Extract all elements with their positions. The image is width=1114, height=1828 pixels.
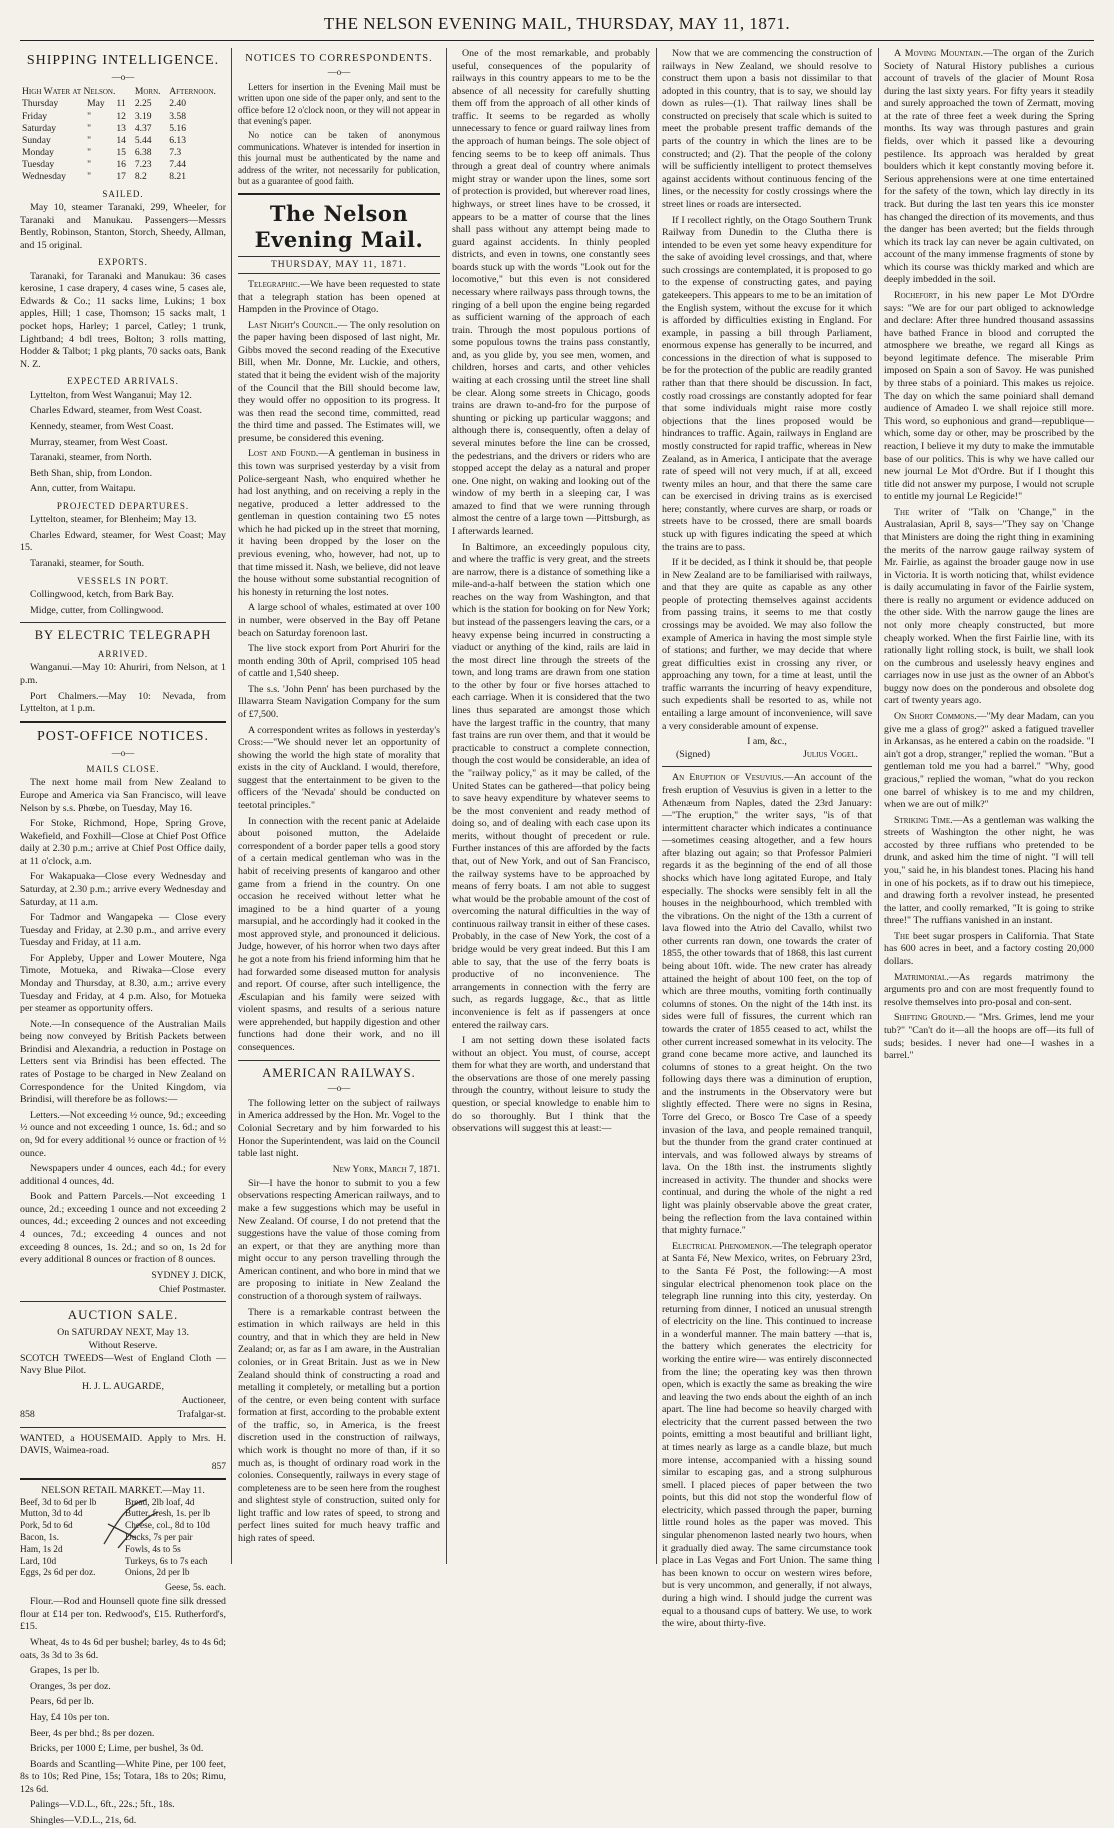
tide-cell: Friday	[22, 110, 48, 122]
ornament: —o—	[327, 1083, 351, 1094]
tide-row	[20, 98, 226, 110]
editorial-item: The s.s. 'John Penn' has been purchased by the Illawarra Steam Navigation Company for the sum of £7,500.	[238, 683, 440, 720]
market-para: Bricks, per 1000 £; Lime, per bushel, 3s 0d.	[30, 1743, 204, 1755]
editorial-lead: Telegraphic.	[248, 278, 301, 290]
paragraph-lead: Shifting Ground.	[894, 1012, 966, 1024]
railways-heading: AMERICAN RAILWAYS.	[262, 1065, 416, 1080]
telegraph-heading: BY ELECTRIC TELEGRAPH	[34, 628, 212, 643]
tide-cell: 8.21	[169, 171, 187, 183]
market-para: Grapes, 1s per lb.	[30, 1665, 100, 1677]
tide-cell: 16	[116, 159, 126, 171]
post-office-heading: POST-OFFICE NOTICES.	[37, 728, 209, 744]
telegraph-item: Wanganui.—May 10: Ahuriri, from Nelson, at 1 p.m.	[20, 662, 226, 686]
exports-text: Taranaki, for Taranaki and Manukau: 36 cases kerosine, 1 case drapery, 4 cases wine, 5 cases ale, Edwards & Co.; 11 sacks lime, Lukins; 1 box apples, Hill; 1 case, Thomson; 15 sacks malt, 1 pocket hops, Harley; 1 parcel, Catley; 1 trunk, Lightband; 4 bdl trees, Bolton; 3 rolls matting, Hodder & Talbot; 1 pkg plants, 70 sacks oats, Bank N. Z.	[20, 270, 226, 370]
tide-cell: 7.23	[134, 159, 152, 171]
paragraph-text: —As regards matrimony the arguments pro and con are most frequently found to resolve themselves into pro-posal and con-sent.	[884, 971, 1094, 1008]
column-divider	[878, 48, 879, 1564]
paragraph-item	[884, 507, 1094, 708]
paragraph-text: —As a gentleman was walking the streets of Washington the other night, he was accosted by three ruffians who pretended to be drunk, and asked him the time of night. "I will tell you," said he, in his blandest tones. Placing his hand in one of his pockets, as if to draw out his timepiece, and drawing forth a revolver instead, he presented the latter, and coolly remarked, "It is going to strike three!" The ruffians vanished in an instant.	[884, 814, 1094, 927]
column-divider	[231, 48, 232, 1564]
tide-cell: Monday	[22, 147, 54, 159]
wanted-ref: 857	[211, 1462, 226, 1473]
editorial-item	[238, 320, 440, 446]
section-rule	[238, 193, 440, 195]
auction-address: Trafalgar-st.	[177, 1409, 226, 1421]
list-item: Beth Shan, ship, from London.	[30, 467, 153, 479]
masthead-rule	[20, 40, 1094, 41]
railways-para: If I recollect rightly, on the Otago Southern Trunk Railway from Dunedin to the Clutha there is intended to be even yet some heavy expenditure for the sake of avoiding level crossings, and that, where such crossings are contemplated, it is proposed to go to the expense of constructing gates, and paying gatekeepers. This appears to me to be an imitation of the English system, without the excuse for it which is afforded by difficulties existing in England. For example, in passing a bill through Parliament, enormous expense has generally to be incurred, and concessions in the direction of what is supposed to be for the protection of the public are readily granted rather than that there should be discussion. In fact, costly road crossings are constantly adopted for fear that some individuals might raise more costly objections that the lines proposed would be hindrances to traffic. Again, railways in England are mostly constructed for rapid traffic, whereas in New Zealand, as in America, I anticipate that the average rate of speed will not very much, if at all, exceed twenty miles an hour, and that there the same care can be exercised in driving trains as is exercised here; constantly, where curves are sharp, or roads or streets have to be crossed, there are small boards stuck up with figures indicating the speed at which the trains are to pass.	[662, 214, 872, 553]
section-rule	[20, 1478, 226, 1480]
tide-cell: Saturday	[22, 122, 57, 134]
editorial-item: In connection with the recent panic at Adelaide about poisoned mutton, the Adelaide correspondent of a border paper tells a good story of a certain medical gentleman who was in the habit of receiving presents of kangaroo and other game from a friend in the country. On one occasion he received without letter what he imagined to be a hind quarter of a young marsupial, and he accordingly had it cooked in the most approved style, and pronounced it delicious. Judge, however, of his horror when two days after he got a note from his friend informing him that he had forwarded some diseased mutton for analysis and report. Of course, after such intelligence, the Æsculapian and his family were seized with violent spasms, and results of a serious nature were apprehended, but happily digestion and other functions had done their work, and no ill consequences.	[238, 815, 440, 1054]
masthead: THE NELSON EVENING MAIL, THURSDAY, MAY 11, 1871.	[323, 14, 791, 33]
market-item: Cheese, col., 8d to 10d	[125, 1521, 210, 1532]
post-office-para: For Appleby, Upper and Lower Moutere, Nga Timote, Motueka, and Riwaka—Close every Monday and Thursday, at 8.30, a.m.; arrive every Tuesday and Friday, at 4 p.m. Also, for Motueka per steamer as opportunity offers.	[20, 952, 226, 1015]
tide-cell: 3.19	[134, 110, 152, 122]
market-item: Ham, 1s 2d	[20, 1544, 63, 1555]
mails-close-heading: MAILS CLOSE.	[86, 763, 160, 774]
tide-header-row	[20, 86, 226, 98]
wanted-ad: WANTED, a HOUSEMAID. Apply to Mrs. H. DAVIS, Waimea-road.	[20, 1432, 226, 1457]
sailed-heading: SAILED.	[102, 188, 144, 199]
tide-row	[20, 147, 226, 159]
tide-cell: Sunday	[22, 134, 51, 146]
section-rule	[20, 622, 226, 623]
market-item: Lard, 10d	[20, 1556, 57, 1567]
tide-cell: "	[87, 122, 92, 134]
nameplate-date: THURSDAY, MAY 11, 1871.	[238, 256, 440, 274]
tide-row	[20, 123, 226, 135]
section-rule	[20, 721, 226, 723]
tide-header-cell: Morn.	[134, 86, 161, 98]
signed-label: (Signed)	[676, 748, 711, 760]
author-name: Julius Vogel.	[802, 748, 858, 760]
section-rule	[20, 1427, 226, 1428]
market-para: Flour.—Rod and Hounsell quote fine silk dressed flour at £14 per ton. Redwood's, £15. Rutherford's, £15.	[20, 1596, 226, 1633]
market-para: Pears, 6d per lb.	[30, 1696, 94, 1708]
paragraph-text: — "Mrs. Grimes, lend me your tub?" "Can't do it—all the hoops are off—its full of suds; besides. I never had one—I washes in a barrel."	[884, 1012, 1094, 1062]
shipping-heading: SHIPPING INTELLIGENCE.	[26, 53, 220, 68]
tide-cell: 11	[116, 98, 126, 110]
editorial-lead: Lost and Found.	[248, 448, 319, 460]
paragraph-item	[884, 290, 1094, 504]
tide-cell: 14	[116, 134, 126, 146]
editorial-item: A large school of whales, estimated at over 100 in number, were observed in the Bay off Petane beach on Saturday forenoon last.	[238, 602, 440, 639]
market-para: Boards and Scantling—White Pine, per 100 feet, 8s to 10s; Red Pine, 15s; Totara, 18s to 20s; Rimu, 12s 6d.	[20, 1758, 226, 1795]
editorial-text: —We have been requested to state that a telegraph station has been opened at Hampden in the Province of Otago.	[238, 278, 440, 316]
paragraph-lead: Striking Time.	[894, 814, 953, 826]
market-heading: NELSON RETAIL MARKET.—May 11.	[41, 1485, 205, 1497]
paragraph-text: —The organ of the Zurich Society of Natural History publishes a curious account of travels of the glacier of Mount Rosa during the last sixty years. For fifty years it steadily and surely approached the town of Zermatt, moving at the rate of three feet a week during the Spring months. Its way was through pastures and grain fields, over which it passed like a devouring pestilence. Its approach was heralded by great boulders which it kept constantly moving before it. Serious apprehensions were at one time entertained for the safety of the town, which lay directly in its track. But during the last ten years this ice monster has changed the direction of its movements, and thus the danger has been averted; but the fields through which its track lay can never be again cultivated, on account of the many immense fragments of stone by which its course was thickly marked and which are deeply imbedded in the soil.	[884, 48, 1094, 286]
list-item: Charles Edward, steamer, from West Coast.	[30, 405, 202, 417]
column-3	[452, 48, 650, 1564]
auction-reserve: Without Reserve.	[88, 1339, 158, 1351]
editorial-text: — The only resolution on the paper having been disposed of last night, Mr. Gibbs moved the second reading of the Executive Bill, when Mr. Donne, Mr. Luckie, and others, stated that it being the evident wish of the majority of the Council that the Bill should become law, they would offer no opposition to its progress. It was then read the second time, committed, read the third time and passed. The Estimates will, we presume, be considered this evening.	[238, 319, 440, 444]
section-rule	[662, 766, 872, 767]
paragraph-item	[884, 972, 1094, 1010]
auction-heading: AUCTION SALE.	[67, 1306, 179, 1322]
editorial-text: —A gentleman in business in this town was surprised yesterday by a visit from Police-sergeant Nash, who enquired whether he had lost anything, and on receiving a reply in the negative, produced a letter addressed to the gentleman in question containing two £5 notes which he had picked up in the street that morning, it having been dropped by the loser on the previous evening, who, however, had not, up to that time missed it. Nash, we believe, did not leave the house without some substantial recognition of his honesty in returning the lost notes.	[238, 448, 440, 598]
tide-cell: 8.2	[134, 171, 147, 183]
tide-cell: 15	[116, 147, 126, 159]
auctioneer-title: Auctioneer,	[181, 1396, 226, 1407]
electrical-article	[662, 1241, 872, 1631]
railways-signature	[662, 749, 872, 762]
paragraph-lead: A Moving Mountain.	[894, 48, 983, 59]
vessels-heading: VESSELS IN PORT.	[76, 575, 170, 586]
tide-cell: Tuesday	[22, 159, 55, 171]
list-item: Charles Edward, steamer, for West Coast; May 15.	[20, 529, 226, 554]
list-item: Collingwood, ketch, from Bark Bay.	[30, 588, 174, 600]
editorial-item	[238, 448, 440, 599]
post-office-para: Letters.—Not exceeding ½ ounce, 9d.; exceeding ½ ounce and not exceeding 1 ounce, 1s. 6d.; and so on, 9d for every additional ½ ounce or fraction of ½ ounce.	[20, 1109, 226, 1159]
tide-row	[20, 135, 226, 147]
vesuvius-article	[662, 772, 872, 1237]
auction-footer	[20, 1409, 226, 1422]
tide-cell: Thursday	[22, 98, 59, 110]
column-divider	[446, 48, 447, 1564]
paragraph-text: beet sugar prospers in California. That State has 600 acres in beet, and a factory costing 20,000 dollars.	[884, 930, 1094, 968]
market-para: Shingles—V.D.L., 21s, 6d.	[30, 1815, 137, 1826]
market-item: Bacon, 1s.	[20, 1533, 59, 1544]
correspondents-para: No notice can be taken of anonymous communications. Whatever is intended for insertion in this journal must be authenticated by the name and address of the writer, not necessarily for publication, but as a guarantee of good faith.	[238, 130, 440, 187]
tide-cell: "	[87, 110, 92, 122]
correspondents-heading: NOTICES TO CORRESPONDENTS.	[245, 53, 433, 64]
exports-heading: EXPORTS.	[98, 257, 148, 268]
telegraph-arrived-heading: ARRIVED.	[97, 649, 149, 659]
auction-ref: 858	[20, 1409, 35, 1421]
tide-cell: 13	[116, 122, 126, 134]
tide-cell: 2.40	[169, 98, 187, 110]
editorial-item	[238, 279, 440, 317]
paragraph-lead: Matrimonial.	[894, 971, 949, 983]
market-para: Beer, 4s per bhd.; 8s per dozen.	[30, 1727, 155, 1739]
market-item: Beef, 3d to 6d per lb	[20, 1497, 97, 1508]
expected-arrivals-heading: EXPECTED ARRIVALS.	[67, 376, 179, 387]
editorial-item: A correspondent writes as follows in yesterday's Cross:—"We should never let an opportunity of showing the world the high state of morality that exists in the city of Auckland. I would, therefore, suggest that the entertainment to be given to the officers of the 'Nevada' should be conducted on teetotal principles."	[238, 724, 440, 812]
editorial-lead: Last Night's Council.	[248, 319, 338, 331]
editorial-item: The live stock export from Port Ahuriri for the month ending 30th of April, comprised 105 head of cattle and 1,540 sheep.	[238, 643, 440, 680]
market-item: Ducks, 7s per pair	[125, 1533, 193, 1544]
post-office-para: Newspapers under 4 ounces, each 4d.; for every additional 4 ounces, 4d.	[20, 1163, 226, 1187]
tide-cell: 2.25	[134, 98, 152, 110]
list-item: Taranaki, steamer, for South.	[30, 557, 145, 569]
postmaster-title: Chief Postmaster.	[158, 1284, 226, 1295]
market-para: Palings—V.D.L., 6ft., 22s.; 5ft., 18s.	[30, 1799, 175, 1811]
tide-table	[20, 86, 226, 183]
market-item: Eggs, 2s 6d per doz.	[20, 1568, 96, 1579]
post-office-para: Note.—In consequence of the Australian Mails being now conveyed by British Packets between Brindisi and Alexandria, a reduction in Postage on Letters sent via Brindisi has been effected. The rates of Postage to be charged in New Zealand on Correspondence for the United Kingdom, via Brindisi, will therefore be as follows:—	[20, 1018, 226, 1106]
paragraph-lead: Rochefort,	[894, 289, 940, 301]
market-para: Hay, £4 10s per ton.	[30, 1711, 110, 1723]
projected-departures-heading: PROJECTED DEPARTURES.	[56, 500, 190, 511]
paragraph-item	[884, 48, 1094, 287]
auctioneer-name: H. J. L. AUGARDE,	[81, 1380, 165, 1392]
postmaster-signature: SYDNEY J. DICK,	[151, 1270, 226, 1281]
tide-row	[20, 171, 226, 183]
market-para: Oranges, 3s per doz.	[30, 1680, 111, 1692]
tide-cell: "	[87, 134, 92, 146]
tide-row	[20, 111, 226, 123]
tide-cell: "	[87, 171, 92, 183]
article-text: —The telegraph operator at Santa Fé, New Mexico, writes, on February 23rd, to the Santa Fé Post, the following:—A most singular electrical phenomenon took place on the telegraph line running into this city, yesterday. On returning from dinner, I noticed an unusual strength of electricity on the line. This continued to increase in a wonderful manner. The main battery —that is, the battery which generates the electricity for working the entire wire— was entirely disconnected from the line; the operating key was then thrown open, which is exactly the same as breaking the wire and leaving the two ends about the eighth of an inch apart. The line had become so heavily charged with electricity that the current passed between the two points, emitting a most beautiful and brilliant light, at times nearly as large as a candle blaze, but much more intense, accompanied with a hissing sound similar to escaping gas, and a strong sulphurous smell. I placed pieces of paper between the two points, but this did not stop the wonderful flow of electricity, which passed through the paper, burning little round holes as the paper was moved. This singular phenomenon lasted nearly two hours, when it gradually died away. The same circumstance took place in Las Vegas and Fort Union. The same thing has been known to occur on western wires before, but is very uncommon, and generally, if not always, during a high wind. I should judge the current was equal to a thousand cups of battery. We use, to work the wire, about thirty-five.	[662, 1240, 872, 1630]
paragraph-lead: The	[894, 930, 910, 942]
market-item: Mutton, 3d to 4d	[20, 1509, 83, 1520]
tide-cell: Wednesday	[22, 171, 66, 183]
market-geese: Geese, 5s. each.	[165, 1583, 226, 1594]
paragraph-item	[884, 711, 1094, 812]
market-item: Fowls, 4s to 5s	[125, 1544, 181, 1555]
correspondents-para: Letters for insertion in the Evening Mail must be written upon one side of the paper only, and sent to the office before 12 o'clock noon, or they will not appear in that evening's paper.	[238, 81, 440, 127]
list-item: Midge, cutter, from Collingwood.	[30, 604, 164, 616]
telegraph-item: Port Chalmers.—May 10: Nevada, from Lyttelton, at 1 p.m.	[20, 690, 226, 715]
tide-cell: 3.58	[169, 110, 187, 122]
column-5	[884, 48, 1094, 1564]
paragraph-text: in his new paper Le Mot D'Ordre says: "We are for our part obliged to acknowledge and declare: After three hundred thousand assassins have bathed France in blood and corrupted the atmosphere we breathe, we regard all Kings as beyond legitimate defence. The miserable Prim imposed on Spain a son of Savoy. He was punished by three stabs of a poiniard. This makes us rejoice. The day on which the same poiniard shall demand audience of Amadeo I. we shall rejoice still more. This word, so euphonious and grand—republique—which, some day or other, may be proscribed by the reaction, I believe it my duty to make the immutable base of our politics. This is why we have called our new journal Le Mot d'Ordre. But if I thought this title did not answer my purpose, I would not scruple to entitle my journal Le Regicide!"	[884, 289, 1094, 503]
paragraph-item	[884, 815, 1094, 928]
railways-para: I am not setting down these isolated facts without an object. You must, of course, accept them for what they are worth, and understand that the observations are those of one merely passing through the country, without leisure to study the question, or special knowledge to enable him to do so thoroughly. But I think that the observations will suggest this at least:—	[452, 1035, 650, 1135]
section-rule	[20, 1301, 226, 1302]
tide-cell: 6.38	[134, 147, 152, 159]
paragraph-lead: On Short Commons.	[894, 711, 977, 723]
column-4	[662, 48, 872, 1630]
tide-header-cell: High Water at Nelson.	[22, 86, 116, 98]
nameplate-title: The Nelson Evening Mail.	[254, 200, 424, 253]
post-office-para: The next home mail from New Zealand to Europe and America via San Francisco, will leave Nelson by s.s. Phœbe, on Tuesday, May 16.	[20, 777, 226, 814]
market-item: Pork, 5d to 6d	[20, 1521, 73, 1532]
article-lead: An Eruption of Vesuvius.	[672, 772, 784, 784]
list-item: Ann, cutter, from Waitapu.	[30, 483, 136, 495]
tide-cell: 7.3	[169, 147, 182, 159]
tide-cell: 6.13	[169, 134, 187, 146]
railways-para: There is a remarkable contrast between the estimation in which railways are held in this country, and that in which they are held in New Zealand; or, as far as I am aware, in the Australian colonies, or in Great Britain. Just as we in New Zealand should think of constructing a road and metalling it completely, or metalling but a portion of the centre, or even being content with surface formation at first, according to the probable extent of the traffic, so, in America, is the freest discretion used in the construction of railways, which work is thought no more of than, if it so much as, is thought of ordinary road work in the colonies. Consequently, railways in every stage of completeness are to be seen here from the roughest and slightest style of construction, suited only for light traffic and low rates of speed, to strong and perfect lines suited for much heavy traffic and high rates of speed.	[238, 1306, 440, 1545]
paragraph-item	[884, 1012, 1094, 1062]
ornament: —o—	[327, 67, 351, 78]
list-item: Taranaki, steamer, from North.	[30, 452, 152, 464]
tide-cell: "	[87, 159, 92, 171]
market-item: Butter, fresh, 1s. per lb	[125, 1509, 211, 1520]
tide-cell: 5.44	[134, 134, 152, 146]
market-item: Bread, 2lb loaf, 4d	[125, 1497, 195, 1508]
ornament: —o—	[111, 71, 135, 82]
railways-para: Sir—I have the honor to submit to you a few observations respecting American railways, and to make a few suggestions which may be useful in New Zealand. Of course, I do not pretend that the suggestions have the value of those coming from an expert, or that they are anything more than might occur to any person travelling through the American continent, and who bore in mind that we are proposing to initiate in New Zealand the construction of a thorough system of railways.	[238, 1177, 440, 1303]
market-item: Onions, 2d per lb	[125, 1568, 190, 1579]
pencil-scribble-icon	[96, 1494, 166, 1554]
post-office-para: Book and Pattern Parcels.—Not exceeding 1 ounce, 2d.; exceeding 1 ounce and not exceeding 2 ounces, 4d.; exceeding 2 ounces and not exceeding 4 ounces, 7d.; exceeding 4 ounces and not exceeding 8 ounces, 1s. 2d.; and so on, 1s 2d for every additional 8 ounces or fraction of 8 ounces.	[20, 1191, 226, 1266]
column-2	[238, 48, 440, 1564]
market-item: Turkeys, 6s to 7s each	[125, 1556, 208, 1567]
list-item: Kennedy, steamer, from West Coast.	[30, 420, 174, 432]
auction-goods: SCOTCH TWEEDS—West of England Cloth —Navy Blue Pilot.	[20, 1352, 226, 1377]
railways-para: In Baltimore, an exceedingly populous city, and where the traffic is very great, and the streets are narrow, there is a distance of something like a mile-and-a-half between the station which one reaches on the way from Washington, and that which is the station for booking on for New York; but instead of the passengers leaving the cars, or a heavy expense being incurred in constructing a viaduct or anything of the kind, rails are laid in the most direct line through the streets of the town, and long trams are drawn from one station to the other by four or five horses attached to each carriage. When it is considered that the two lines thus separated are amongst those which have the largest traffic in the country, that many fast trains are run over them, and that it would be practicable to construct a complete connection, though the cost would be considerable, an idea of the "railway policy," as it may be called, of the United States can be gathered—that policy being to save heavy expenditure by whatever seems to be the most convenient and ready method of doing so, and of dealing with each case upon its merits, without thought of precedent or rule. Further instances of this are afforded by the facts that, out of New York, and out of San Francisco, the railway systems have to be approached by means of ferry boats. I am not able to suggest what would be the probable amount of the cost of overcoming the natural difficulties in the way of continuous railway transit in either of these cases. Probably, in the case of New York, the cost of a bridge would be very great indeed. But this I am able to say, that the use of the ferry boats is productive of no inconvenience. The arrangements in connection with the ferry are such, as regards luggage, &c., that as little inconvenience is felt as if passengers at once entered the railway cars.	[452, 541, 650, 1031]
railways-para: Now that we are commencing the construction of railways in New Zealand, we should resolve to construct them upon a basis not dissimilar to that adopted in this country, that is to say, we should lay down as rules—(1). That railway lines shall be constructed on precisely that scale which is suited to meet the probable present traffic demands of the parts of the country in which the lines are to be constructed; and (2). That the people of the colony will be sufficiently intelligent to protect themselves against accidents without continuous fencing of the lines, or the necessity for costly crossings where the street lines or roads are intersected.	[662, 48, 872, 210]
column-1	[20, 48, 227, 1826]
post-office-para: For Wakapuaka—Close every Wednesday and Saturday, at 2.30 p.m.; arrive every Wednesday and Saturday, at 11 a.m.	[20, 871, 226, 908]
railways-intro: The following letter on the subject of railways in America addressed by the Hon. Mr. Vogel to the Colonial Secretary and by him forwarded to his Honor the Superintendent, was laid on the Council table last night.	[238, 1097, 440, 1160]
market-para: Wheat, 4s to 4s 6d per bushel; barley, 4s to 4s 6d; oats, 3s 3d to 3s 6d.	[20, 1637, 227, 1661]
paragraph-item	[884, 931, 1094, 969]
section-rule	[238, 1060, 440, 1061]
ornament: —o—	[111, 747, 135, 758]
post-office-para: For Tadmor and Wangapeka — Close every Tuesday and Friday, at 2.30 p.m., and arrive every Tuesday and Friday, at 11 a.m.	[20, 912, 226, 949]
sailed-text: May 10, steamer Taranaki, 299, Wheeler, for Taranaki and Manukau. Passengers—Messrs Bently, Robinson, Stanton, Storch, Sheedy, Allman, and 15 original.	[20, 201, 226, 251]
tide-cell: "	[87, 147, 92, 159]
tide-cell: 7.44	[169, 159, 187, 171]
tide-cell: 12	[116, 110, 126, 122]
list-item: Murray, steamer, from West Coast.	[30, 436, 168, 448]
tide-cell: 5.16	[169, 122, 187, 134]
post-office-para: For Stoke, Richmond, Hope, Spring Grove, Wakefield, and Foxhill—Close at Chief Post Office daily at 2.30 p.m.; arrive at Chief Post Office daily, at 11 o'clock, a.m.	[20, 818, 226, 867]
railways-dateline: New York, March 7, 1871.	[332, 1164, 440, 1175]
list-item: Lyttelton, from West Wanganui; May 12.	[30, 389, 192, 401]
railways-para: One of the most remarkable, and probably useful, consequences of the popularity of railways in this country appears to me to be the absence of all necessity for carefully shutting them off from the approach of all other kinds of traffic. It seems to be regarded as wholly unnecessary to fence or guard railway lines from the approach of human beings. The sole object of fencing seems to be to keep off animals. Thus through a great deal of country where animals might stray or wander upon the lines, some sort of protection is provided, but wherever road lines, highways, or street lines have to be crossed, it appears to be a matter of course that the lines shall pass without any attempt being made to guard against accidents. In thinly peopled districts, and even in towns, one constantly sees boards stuck up with the words "Look out for the locomotive," but this even is not considered necessary where railways pass through towns, the ringing of a bell upon the engine being regarded as sufficient warning of the approach of each train. Through the most populous portions of some populous towns the trains pass constantly, and, as you glide by, you see men, women, and children, horses and carts, and other vehicles waiting at each crossing until the street line shall be clear. Along some streets in Chicago, goods trains are drawn to-and-fro for the purpose of shunting or picking up particular waggons; and although there is, consequently, often a delay of several minutes before the line can be crossed, the pedestrians, and the drivers or riders who are stopped accept the delay as a natural and proper one. One night, on waking and looking out of the window of my berth in a sleeping car, I was amazed to find that we were running through almost the centre of a large town —Pittsburgh, as I afterwards learned.	[452, 48, 650, 537]
auction-date: On SATURDAY NEXT, May 13.	[57, 1327, 189, 1339]
tide-cell: 17	[116, 171, 126, 183]
tide-cell: May	[87, 98, 105, 110]
article-text: —An account of the fresh eruption of Vesuvius is given in a letter to the Athenæum from Naples, dated the 23rd January:—"The eruption," the writer says, "is of that intermittent character which indicates a continuance—sometimes ceasing altogether, and a few hours after blazing out again; so that Professor Palmieri regards it as the beginning of the end of all those shocks which have long agitated Europe, and Italy especially. The shocks were sensibly felt in all the houses in the neighbourhood, which trembled with the vibrations. On the night of the 13th a current of lava flowed into the Atrio del Cavallo, whilst two other currents ran down, one towards the crater of 1855, the other towards that of 1868, this last current being about 10ft. wide. The new crater has already attained the height of about 100 feet, on the top of which are three mouths, vomiting forth continually columns of stones. On the night of the 14th inst. its sides were full of fissures, the current which ran towards the crater of 1855 ceased to act, whilst the other current increased somewhat in its velocity. The grand cone became more active, and launched its columns of stones to a great height. On the two following days there was a diminution of eruption, and the instruments in the Observatory were but slightly effected. There were no signs in Resina, Torre del Greco, or Bosco Tre Case of a speedy invasion of the lava, and people remained tranquil, but the thunder from the grand crater continued at intervals, and was followed always by streams of lava. On the 18th inst. the instruments slightly increased in activity. The thunder and shocks were continual, and during the whole of the night a red light was plainly observable above the great crater, being the reflection from the lava contained within that mighty furnace."	[662, 772, 872, 1237]
column-divider	[656, 48, 657, 1564]
article-lead: Electrical Phenomenon.	[672, 1240, 773, 1252]
railways-para: If it be decided, as I think it should be, that people in New Zealand are to be familiarised with railways, and that they are quite as capable as any other people of protecting themselves against accidents from passing trains, it seems to me that costly crossings may be avoided. We may also follow the example of America in having the most simple style of stations; and further, we may decide that where great difficulties exist in crossing any river, or approaching any town, for a time at least, until the traffic warrants the incurring of heavy expenditure, such expedients shall be resorted to as, while not entailing a large amount of inconvenience, will save a very considerable amount of expense.	[662, 557, 872, 732]
paragraph-text: writer of "Talk on 'Change," in the Australasian, April 8, says—"They say on 'Change that Ministers are doing the right thing in examining the merits of the narrow gauge railway system of Mr. Fairlie, as against the broader gauge now in use in Victoria. It is worth noticing that, whilst evidence is daily accumulating in favor of the Fairlie system, there is really no argument or evidence adduced on the other side. With the narrow gauge the lines are not only more cheaply constructed, but more cheaply worked. When the first Fairlie line, with its rationally light rolling stock, is built, we shall look on the cumbrous and uselessly heavy engines and carriages now in use just as the owner of an Abbot's buggy now does on the ponderous and obsolete dog cart of twenty years ago.	[884, 506, 1094, 707]
list-item: Lyttelton, steamer, for Blenheim; May 13.	[30, 514, 197, 526]
railways-closing: I am, &c.,	[747, 736, 787, 748]
tide-header-cell: Afternoon.	[169, 86, 216, 98]
tide-row	[20, 159, 226, 171]
paragraph-lead: The	[894, 506, 910, 518]
tide-cell: 4.37	[134, 122, 152, 134]
paragraph-text: —"My dear Madam, can you give me a glass of grog?" asked a fatigued traveller in Arkansas, as he entered a cabin on the roadside. "I ain't got a drop, stranger," replied the woman. "But a gentleman told me you had a barrel." "Why, good gracious," replied the woman, "what do you reckon one barrel of whiskey is to me and my children, when we are out of milk?"	[884, 711, 1094, 811]
